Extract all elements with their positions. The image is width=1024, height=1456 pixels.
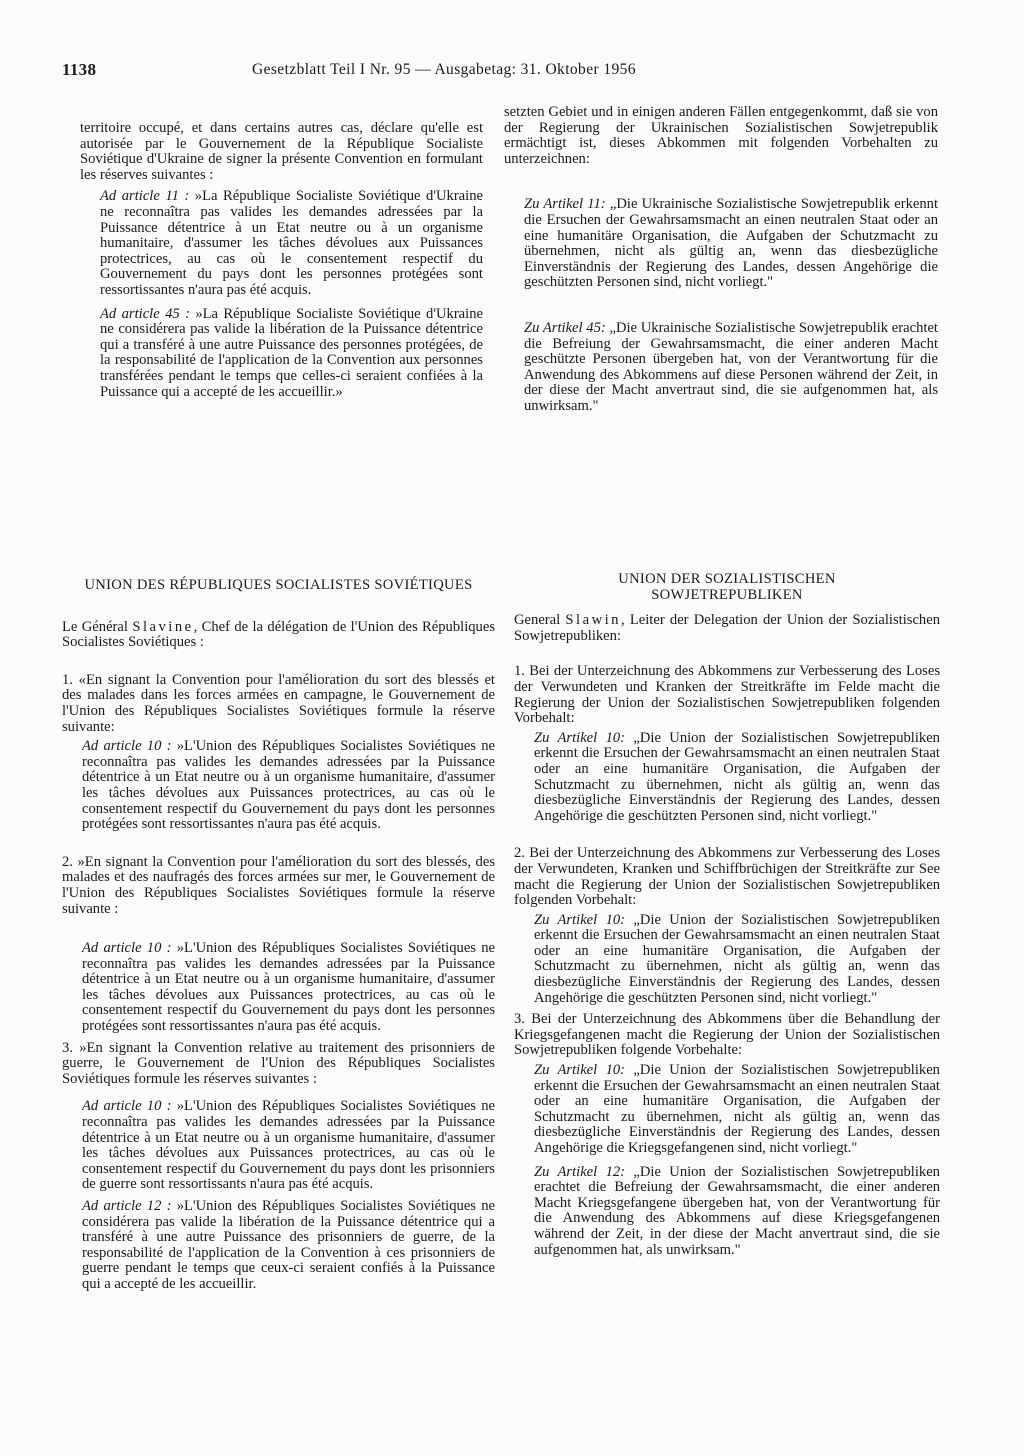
top-french-column [80,121,483,400]
art-label: Zu Artikel 10: [534,911,626,928]
art-label: Ad article 10 : [82,940,172,957]
ussr-p2-art-de [514,913,940,1007]
art-label: Ad article 45 : [100,305,190,322]
art-label: Zu Artikel 11: [524,196,606,213]
art-text: »La République Socialiste Soviétique d'Ukraine ne reconnaîtra pas valides les demandes adressées par la Puissance détentrice à un Etat neutre ou à un organisme humanitaire, d'assumer les tâches dévolues aux Puissances protectrices, au cas où le consentement respectif du Gouvernement du pays dont les personnes protégées sont ressortissantes n'aura pas été acquis. [100,188,483,298]
ussr-p1-de: 1. Bei der Unterzeichnung des Abkommens zur Verbesserung des Loses der Verwundeten und Kranken der Streitkräfte im Felde macht die Regierung der Union der Sozialistischen Sowjetrepubliken folgenden Vorbehalt: [514,663,940,727]
ussr-p2-art-fr [62,941,495,1035]
ussr-heading-de: UNION DER SOZIALISTISCHEN SOWJETREPUBLIKEN [618,571,836,603]
speaker-name: Slavine [132,618,194,635]
ussr-p3b-art-de [514,1165,940,1259]
top-german-column [504,105,938,415]
ussr-p1-fr: 1. «En signant la Convention pour l'amélioration du sort des blessés et des malades dans les forces armées en campagne, le Gouvernement de l'Union des Républiques Socialistes Soviétiques formule la réserve suivante: [62,671,495,735]
bottom-french-column [62,578,495,1293]
art-label: Ad article 10 : [82,1098,172,1115]
art-label: Zu Artikel 10: [534,729,626,746]
art-text: „Die Union der Sozialistischen Sowjetrepubliken erkennt die Ersuchen der Gewahrsamsmacht an einen neutralen Staat oder an eine humanitäre Organisation, die Aufgaben der Schutzmacht zu übernehmen, nicht als gültig an, wenn das diesbezügliche Einverständnis der Regierung des Landes, dessen Angehörige die geschützten Personen sind, nicht vorliegt." [534,729,940,824]
art-label: Zu Artikel 10: [534,1062,626,1079]
ussr-p3-fr: 3. »En signant la Convention relative au traitement des prisonniers de guerre, le Gouvernement de l'Union des Républiques Socialistes Soviétiques formule les réserves suivantes : [62,1039,495,1087]
ussr-p1-art-fr [62,739,495,833]
speaker-pre: General [514,612,561,629]
art-text: „Die Ukrainische Sozialistische Sowjetrepublik erkennt die Ersuchen der Gewahrsamsmacht an einen neutralen Staat oder an eine humanitäre Organisation, die Aufgaben der Schutzmacht zu übernehmen, nicht als gültig an, wenn das diesbezügliche Einverständnis der Regierung des Landes, dessen Angehörige die geschützten Personen sind, nicht vorliegt." [524,196,938,291]
ussr-speaker-de [514,613,940,644]
ukraine-intro-de: setzten Gebiet und in einigen anderen Fällen entgegenkommt, daß sie von der Regierung der Ukrainischen Sozialistischen Sowjetrepublik ermächtigt ist, dieses Abkommen mit folgenden Vorbehalten zu unterzeichnen: [504,104,938,167]
art-label: Zu Artikel 45: [524,319,606,336]
art-text: »L'Union des Républiques Socialistes Soviétiques ne reconnaîtra pas valides les demandes adressées par la Puissance détentrice à un Etat neutre ou à un organisme humanitaire, d'assumer les tâches dévolues aux Puissances protectrices, au cas où le consentement respectif du Gouvernement du pays dont les personnes protégées sont ressortissantes n'aura pas été acquis. [82,738,495,833]
art-text: »La République Socialiste Soviétique d'Ukraine ne considérera pas valide la libération de la Puissance détentrice qui a transféré à une autre Puissance des personnes protégées, de la responsabilité de l'application de la Convention aux personnes transférées pendant le temps que celles-ci seraient confiées à la Puissance qui a accepté de les accueillir.» [100,305,483,400]
ussr-p3-de: 3. Bei der Unterzeichnung des Abkommens über die Behandlung der Kriegsgefangenen macht die Regierung der Union der Sozialistischen Sowjetrepubliken folgende Vorbehalte: [514,1011,940,1059]
art-text: »L'Union des Républiques Socialistes Soviétiques ne reconnaîtra pas valides les demandes adressées par la Puissance détentrice à un Etat neutre ou à un organisme humanitaire, d'assumer les tâches dévolues aux Puissances protectrices, au cas où le consentement respectif du Gouvernement du pays dont les prisonniers de guerre sont ressortissants n'aura pas été acquis. [82,1098,495,1193]
art-text: „Die Union der Sozialistischen Sowjetrepubliken erkennt die Ersuchen der Gewahrsamsmacht an einen neutralen Staat oder an eine humanitäre Organisation, die Aufgaben der Schutzmacht zu übernehmen, nicht als gültig an, wenn das diesbezügliche Einverständnis der Regierung des Landes, dessen Angehörige die Kriegsgefangenen sind, nicht vorliegt." [534,1062,940,1156]
ussr-speaker-fr [62,620,495,651]
ukraine-art11-fr [80,189,483,298]
art-text: „Die Union der Sozialistischen Sowjetrepubliken erachtet die Befreiung der Gewahrsamsmacht, die einer anderen Macht Kriegsgefangene übergeben hat, von der Verantwortung für die Anwendung des Abkommens auf diese Kriegsgefangenen während der Zeit, in der diese der Macht anvertraut sind, die sie aufgenommen hat, als unwirksam." [534,1163,940,1258]
gazette-title: Gesetzblatt Teil I Nr. 95 — Ausgabetag: 31. Oktober 1956 [252,61,636,78]
art-text: »L'Union des Républiques Socialistes Soviétiques ne reconnaîtra pas valides les demandes adressées par la Puissance détentrice à un Etat neutre ou à un organisme humanitaire, d'assumer les tâches dévolues aux Puissances protectrices, au cas où le consentement respectif du Gouvernement du pays dont les personnes protégées sont ressortissantes n'aura pas été acquis. [82,940,495,1035]
ussr-p2-de: 2. Bei der Unterzeichnung des Abkommens zur Verbesserung des Loses der Verwundeten, Kranken und Schiffbrüchigen der Streitkräfte zur See macht die Regierung der Union der Sozialistischen Sowjetrepubliken folgenden Vorbehalt: [514,845,940,909]
ussr-heading-fr: UNION DES RÉPUBLIQUES SOCIALISTES SOVIÉTIQUES [84,577,473,593]
ukraine-art45-de [504,321,938,415]
ussr-p3b-art-fr [62,1199,495,1293]
speaker-post: , Leiter der Delegation der Union der Sozialistischen Sowjetrepubliken: [514,612,940,644]
art-label: Ad article 10 : [82,738,172,755]
art-label: Ad article 12 : [82,1198,172,1214]
page-number: 1138 [62,60,97,79]
art-text: „Die Ukrainische Sozialistische Sowjetrepublik erachtet die Befreiung der Gewahrsamsmacht, die einer anderen Macht geschützte Personen übergeben hat, von der Verantwortung für die Anwendung des Abkommens auf diese Personen während der Zeit, in der diese der Macht anvertraut sind, die sie aufgenommen hat, als unwirksam." [524,319,938,414]
art-label: Ad article 11 : [100,188,190,205]
speaker-pre: Le Général [62,618,128,635]
page-header [62,62,994,86]
speaker-post: , Chef de la délégation de l'Union des Républiques Socialistes Soviétiques : [62,618,495,651]
ukraine-art11-de [504,197,938,291]
speaker-name: Slawin [565,612,621,629]
ussr-p1-art-de [514,731,940,825]
art-label: Zu Artikel 12: [534,1163,626,1180]
ukraine-intro-fr: territoire occupé, et dans certains autres cas, déclare qu'elle est autorisée par le Gouvernement de la République Socialiste Soviétique d'Ukraine de signer la présente Convention en formulant les réserves suivantes : [80,120,483,183]
art-text: „Die Union der Sozialistischen Sowjetrepubliken erkennt die Ersuchen der Gewahrsamsmacht an einen neutralen Staat oder an eine humanitäre Organisation, die Aufgaben der Schutzmacht zu übernehmen, nicht als gültig an, wenn das diesbezügliche Einverständnis der Regierung des Landes, dessen Angehörige die geschützten Personen sind, nicht vorliegt." [534,911,940,1006]
ussr-p3a-art-de [514,1063,940,1157]
bottom-german-column [514,572,940,1258]
ussr-p3a-art-fr [62,1099,495,1193]
ussr-p2-fr: 2. »En signant la Convention pour l'amélioration du sort des blessés, des malades et des naufragés des forces armées sur mer, le Gouvernement de l'Union des Républiques Socialistes Soviétiques formule la réserve suivante : [62,853,495,917]
art-text: »L'Union des Républiques Socialistes Soviétiques ne considérera pas valide la libération de la Puissance détentrice qui a transféré à une autre Puissance des prisonniers de guerre, de la responsabilité de l'application de la Convention à ces prisonniers de guerre pendant le temps que ceux-ci seraient confiés à la Puissance qui a accepté de les accueillir. [82,1198,495,1292]
ukraine-art45-fr [80,307,483,401]
